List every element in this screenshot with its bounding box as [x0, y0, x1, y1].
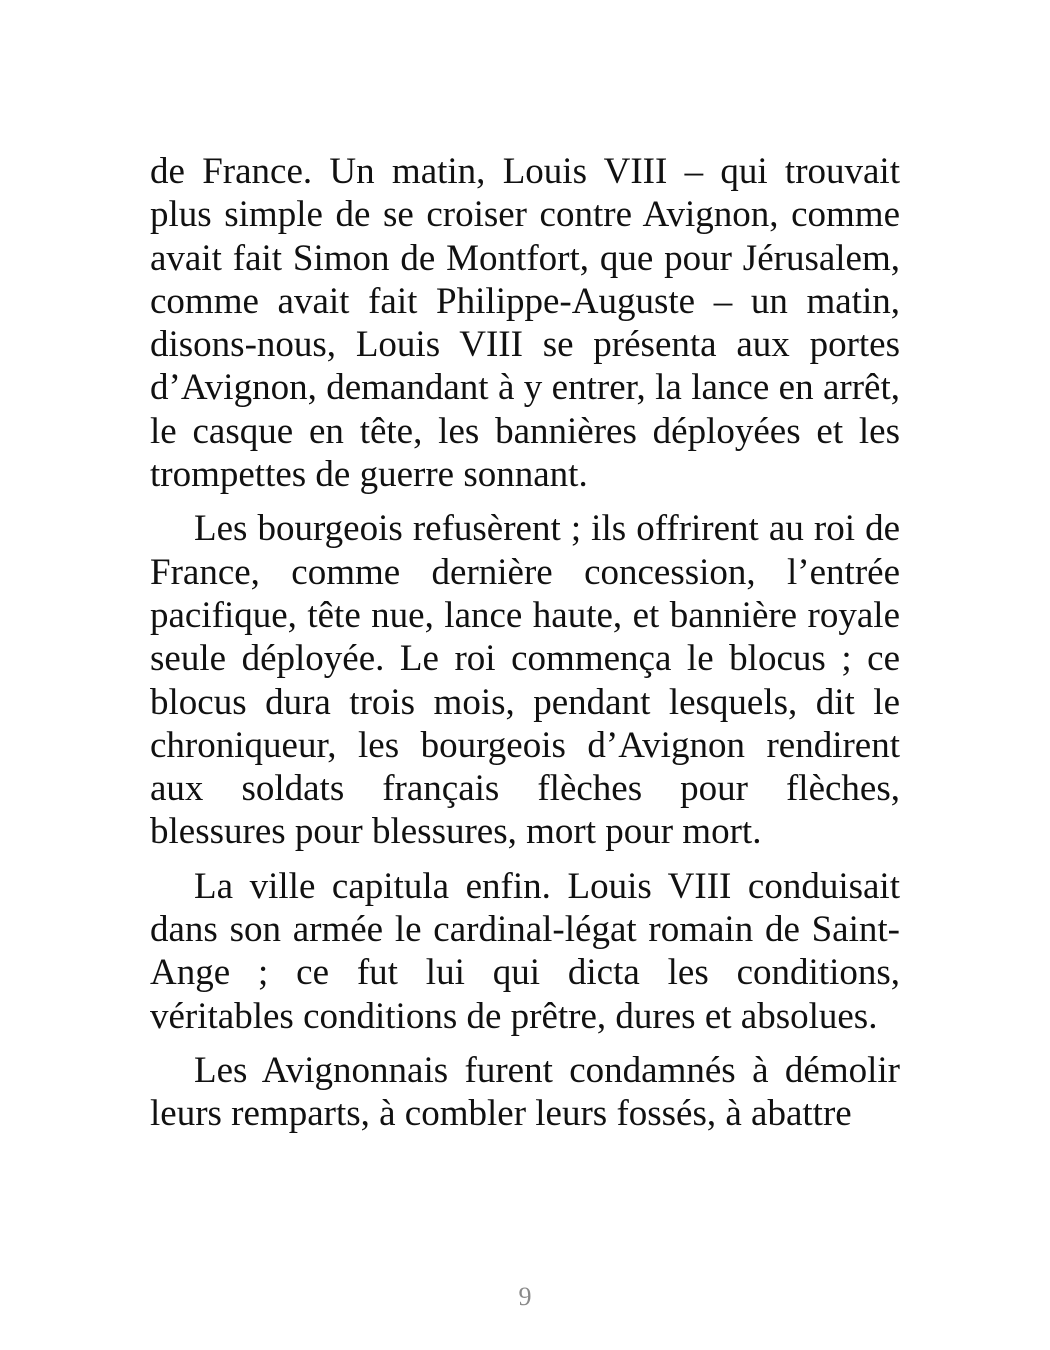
- paragraph-2: Les bourgeois refusèrent ; ils offrirent au roi de France, comme dernière concession, l’entrée pacifique, tête nue, lance haute, et bannière royale seule déployée. Le roi commença le blocus ; ce blocus dura trois mois, pendant lesquels, dit le chroniqueur, les bourgeois d’Avignon rendirent aux soldats français flèches pour flèches, blessures pour blessures, mort pour mort.: [150, 508, 900, 853]
- page-number: 9: [518, 1282, 532, 1311]
- paragraph-1: de France. Un matin, Louis VIII – qui trouvait plus simple de se croiser contre Avignon, comme avait fait Simon de Montfort, que pour Jérusalem, comme avait fait Philippe-Auguste – un matin, disons-nous, Louis VIII se présenta aux portes d’Avignon, demandant à y entrer, la lance en arrêt, le casque en tête, les bannières déployées et les trompettes de guerre sonnant.: [150, 151, 900, 496]
- paragraph-3: La ville capitula enfin. Louis VIII conduisait dans son armée le cardinal-légat romain de Saint-Ange ; ce fut lui qui dicta les conditions, véritables conditions de prêtre, dures et absolues.: [150, 865, 900, 1037]
- paragraph-4: Les Avignonnais furent condamnés à démolir leurs remparts, à combler leurs fossés, à abattre: [150, 1049, 900, 1135]
- body-text: [150, 150, 900, 1136]
